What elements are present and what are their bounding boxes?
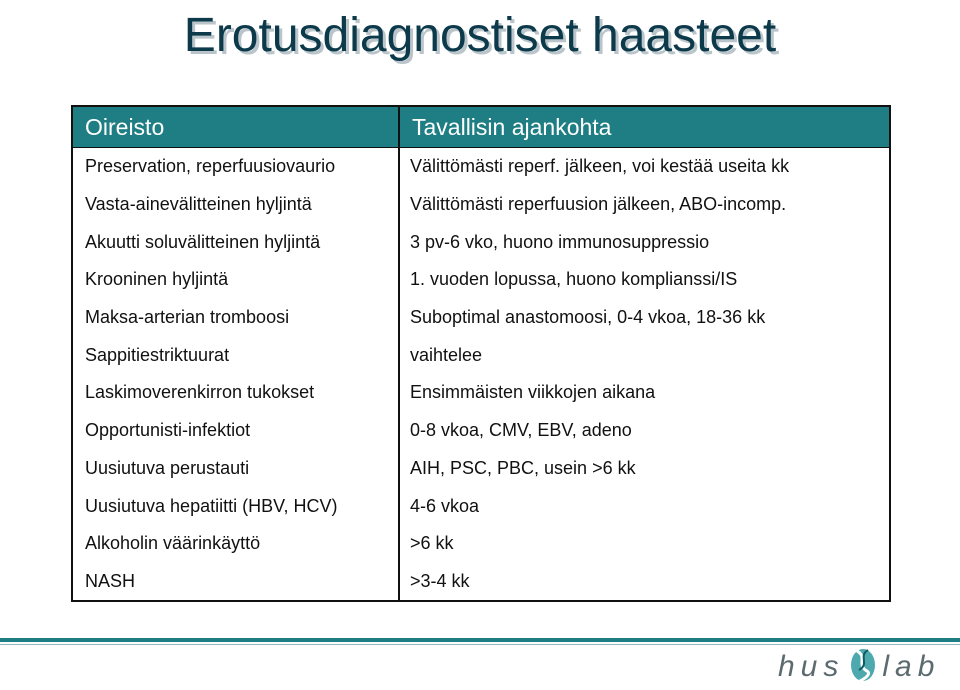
table-cell-oireisto: Uusiutuva hepatiitti (HBV, HCV) <box>73 487 399 525</box>
table-cell-oireisto: Krooninen hyljintä <box>73 261 399 299</box>
table-cell-oireisto: Opportunisti-infektiot <box>73 412 399 450</box>
table-row <box>73 261 889 299</box>
logo-mark-icon <box>848 647 878 688</box>
table-cell-oireisto: Alkoholin väärinkäyttö <box>73 525 399 563</box>
table-cell-ajankohta: 4-6 vkoa <box>410 495 480 516</box>
logo-text-left: hus <box>778 650 845 683</box>
table-cell-oireisto: Akuutti soluvälitteinen hyljintä <box>73 223 399 261</box>
column-header-ajankohta: Tavallisin ajankohta <box>399 107 889 148</box>
table-cell-oireisto: NASH <box>73 563 399 601</box>
table-header-row <box>73 107 889 148</box>
column-header-oireisto: Oireisto <box>73 107 399 148</box>
table-row <box>73 148 889 186</box>
table-row <box>73 563 889 601</box>
table-cell-ajankohta: 0-8 vkoa, CMV, EBV, adeno <box>410 420 632 441</box>
table-cell-ajankohta: AIH, PSC, PBC, usein >6 kk <box>410 457 636 478</box>
huslab-logo <box>778 648 941 686</box>
table-row <box>73 450 889 488</box>
table-row <box>73 412 889 450</box>
table <box>73 107 889 600</box>
table-cell-oireisto: Laskimoverenkirron tukokset <box>73 374 399 412</box>
table-row <box>73 525 889 563</box>
table-cell-oireisto: Maksa-arterian tromboosi <box>73 299 399 337</box>
table-row <box>73 374 889 412</box>
table-cell-ajankohta: >3-4 kk <box>410 570 470 591</box>
table-cell-ajankohta: 3 pv-6 vko, huono immunosuppressio <box>410 231 710 252</box>
table-cell-ajankohta: vaihtelee <box>410 344 483 365</box>
table-row <box>73 487 889 525</box>
table-cell-ajankohta: Välittömästi reperf. jälkeen, voi kestää useita kk <box>410 156 790 177</box>
table-row <box>73 223 889 261</box>
table-row <box>73 186 889 224</box>
logo-text-right: lab <box>882 650 941 683</box>
page-title: Erotusdiagnostiset haasteet <box>183 9 777 62</box>
table-cell-ajankohta: Välittömästi reperfuusion jälkeen, ABO-incomp. <box>410 194 787 215</box>
table-cell-oireisto: Preservation, reperfuusiovaurio <box>73 148 399 186</box>
table-cell-ajankohta: Ensimmäisten viikkojen aikana <box>410 382 656 403</box>
table-cell-oireisto: Uusiutuva perustauti <box>73 450 399 488</box>
table-cell-ajankohta: 1. vuoden lopussa, huono komplianssi/IS <box>410 269 738 290</box>
table-row <box>73 336 889 374</box>
table-row <box>73 299 889 337</box>
table-cell-ajankohta: >6 kk <box>410 533 454 554</box>
footer-divider <box>0 638 960 642</box>
table-cell-oireisto: Sappitiestriktuurat <box>73 336 399 374</box>
footer-divider-thin <box>0 644 960 645</box>
table-cell-ajankohta: Suboptimal anastomoosi, 0-4 vkoa, 18-36 kk <box>410 307 766 328</box>
table-cell-oireisto: Vasta-ainevälitteinen hyljintä <box>73 186 399 224</box>
differential-diagnosis-table <box>71 105 891 602</box>
